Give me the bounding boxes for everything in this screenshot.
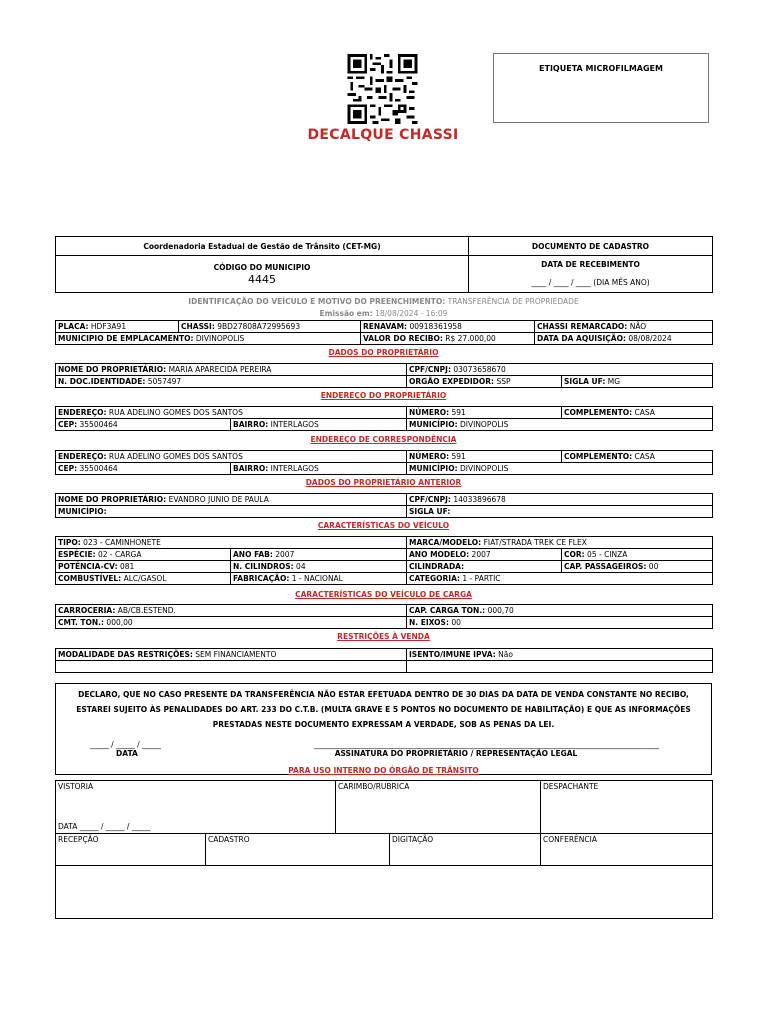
ant-uf-cell: SIGLA UF:	[407, 506, 713, 518]
conferencia-cell: CONFERÊNCIA	[541, 834, 713, 866]
complemento-cell: COMPLEMENTO: CASA	[562, 407, 713, 419]
ipva-cell: ISENTO/IMUNE IPVA: Não	[407, 649, 713, 661]
remarcado-cell: CHASSI REMARCADO: NÃO	[535, 321, 713, 333]
fabricacao-cell: FABRICAÇÃO: 1 - NACIONAL	[231, 573, 407, 585]
numero-cell: NÚMERO: 591	[407, 407, 562, 419]
data-aquisicao-cell: DATA DA AQUISIÇÃO: 08/08/2024	[535, 333, 713, 345]
interno-table	[55, 780, 713, 919]
marca-cell: MARCA/MODELO: FIAT/STRADA TREK CE FLEX	[407, 537, 713, 549]
passageiros-cell: CAP. PASSAGEIROS: 00	[562, 561, 713, 573]
placa-cell: PLACA: HDF3A91	[56, 321, 179, 333]
receb-label: DATA DE RECEBIMENTO	[541, 260, 640, 269]
ano-fab-cell: ANO FAB: 2007	[231, 549, 407, 561]
org-name: Coordenadoria Estadual de Gestão de Trânsito (CET-MG)	[56, 237, 469, 256]
ant-nome-cell: NOME DO PROPRIETÁRIO: EVANDRO JUNIO DE PAULA	[56, 494, 407, 506]
ant-cpf-cell: CPF/CNPJ: 14033896678	[407, 494, 713, 506]
restricoes-table	[55, 648, 713, 673]
interno-empty-cell	[56, 866, 713, 919]
doc-type: DOCUMENTO DE CADASTRO	[469, 237, 713, 256]
section-title-restricoes: RESTRIÇÕES À VENDA	[337, 632, 430, 641]
section-title-proprietario: DADOS DO PROPRIETÁRIO	[328, 348, 439, 357]
receb-cell	[469, 256, 713, 293]
doc-identidade-cell: N. DOC.IDENTIDADE: 5057497	[56, 376, 407, 388]
corr-municipio-cell: MUNICÍPIO: DIVINOPOLIS	[407, 463, 713, 475]
restricoes-empty-cell-2	[407, 661, 713, 673]
cilindrada-cell: CILINDRADA:	[407, 561, 562, 573]
signature-line: ____________________________________________________________________________________________	[314, 740, 659, 749]
potencia-cell: POTÊNCIA-CV: 081	[56, 561, 231, 573]
digitacao-cell: DIGITAÇÃO	[390, 834, 541, 866]
cpf-cell: CPF/CNPJ: 03073658670	[407, 364, 713, 376]
corr-numero-cell: NÚMERO: 591	[407, 451, 562, 463]
municipio-emplacamento-cell: MUNICIPIO DE EMPLACAMENTO: DIVINOPOLIS	[56, 333, 361, 345]
declaracao-box	[55, 683, 712, 775]
receb-value: ____ / ____ / ____ (DIA MÊS ANO)	[531, 278, 650, 287]
endereco-cell: ENDEREÇO: RUA ADELINO GOMES DOS SANTOS	[56, 407, 407, 419]
nome-proprietario-cell: NOME DO PROPRIETÁRIO: MARIA APARECIDA PEREIRA	[56, 364, 407, 376]
categoria-cell: CATEGORIA: 1 - PARTIC	[407, 573, 713, 585]
declaracao-text: DECLARO, QUE NO CASO PRESENTE DA TRANSFERÊNCIA NÃO ESTAR EFETUADA DENTRO DE 30 DIAS DA DATA DE VENDA CONSTANTE NO RECIBO, ESTAREI SUJEITO ÀS PENALIDADES DO ART. 233 DO C.T.B. (MULTA GRAVE E 5 PONTOS NO DOCUMENTO DE HABILITAÇÃO) E QUE AS INFORMAÇÕES PRESTADAS NESTE DOCUMENTO EXPRESSAM A VERDADE, SOB AS PENAS DA LEI.	[76, 690, 691, 729]
ant-municipio-cell: MUNICÍPIO:	[56, 506, 407, 518]
ident-block	[55, 296, 712, 320]
section-title-anterior: DADOS DO PROPRIETÁRIO ANTERIOR	[305, 478, 462, 487]
cep-cell: CEP: 35500464	[56, 419, 231, 431]
date-line: _____ / _____ / _____	[90, 740, 161, 749]
carroceria-cell: CARROCERIA: AB/CB.ESTEND.	[56, 605, 407, 617]
ano-modelo-cell: ANO MODELO: 2007	[407, 549, 562, 561]
endereco-table	[55, 406, 713, 431]
modalidade-cell: MODALIDADE DAS RESTRIÇÕES: SEM FINANCIAMENTO	[56, 649, 407, 661]
municipio-code-label: CÓDIGO DO MUNICIPIO	[213, 262, 311, 272]
qr-code	[346, 54, 419, 124]
despachante-cell: DESPACHANTE	[541, 781, 713, 834]
etiqueta-microfilmagem	[493, 53, 709, 123]
orgao-expedidor-cell: ORGÃO EXPEDIDOR: SSP	[407, 376, 562, 388]
bairro-cell: BAIRRO: INTERLAGOS	[231, 419, 407, 431]
cor-cell: COR: 05 - CINZA	[562, 549, 713, 561]
cmt-cell: CMT. TON.: 000,00	[56, 617, 407, 629]
section-title-endereco: ENDEREÇO DO PROPRIETÁRIO	[320, 391, 447, 400]
carimbo-cell: CARIMBO/RUBRICA	[336, 781, 541, 834]
carga-table	[55, 604, 713, 629]
corr-bairro-cell: BAIRRO: INTERLAGOS	[231, 463, 407, 475]
valor-recibo-cell: VALOR DO RECIBO: R$ 27.000,00	[361, 333, 535, 345]
veiculo-table	[55, 320, 713, 345]
section-title-carga: CARACTERÍSTICAS DO VEÍCULO DE CARGA	[295, 590, 472, 599]
recepcao-cell: RECEPÇÃO	[56, 834, 206, 866]
anterior-table	[55, 493, 713, 518]
correspondencia-table	[55, 450, 713, 475]
emissao-label: Emissão em:	[319, 309, 373, 318]
combustivel-cell: COMBUSTÍVEL: ALC/GASOL	[56, 573, 231, 585]
header-table	[55, 236, 713, 293]
restricoes-empty-cell	[56, 661, 407, 673]
section-title-correspondencia: ENDEREÇO DE CORRESPONDÊNCIA	[310, 435, 457, 444]
emissao-value: 18/08/2024 - 16:09	[375, 309, 448, 318]
vistoria-cell	[56, 781, 336, 834]
vistoria-label: VISTORIA	[58, 782, 94, 791]
eixos-cell: N. EIXOS: 00	[407, 617, 713, 629]
ident-label: IDENTIFICAÇÃO DO VEÍCULO E MOTIVO DO PREENCHIMENTO:	[188, 297, 446, 306]
signature-label: ASSINATURA DO PROPRIETÁRIO / REPRESENTAÇÃO LEGAL	[334, 749, 578, 758]
renavam-cell: RENAVAM: 00918361958	[361, 321, 535, 333]
proprietario-table	[55, 363, 713, 388]
page-title: DECALQUE CHASSI	[307, 127, 459, 143]
municipio-code-cell	[56, 256, 469, 293]
corr-complemento-cell: COMPLEMENTO: CASA	[562, 451, 713, 463]
vistoria-date: DATA _____ / _____ / _____	[58, 822, 151, 831]
cilindros-cell: N. CILINDROS: 04	[231, 561, 407, 573]
municipio-cell: MUNICÍPIO: DIVINOPOLIS	[407, 419, 713, 431]
caracteristicas-table	[55, 536, 713, 585]
municipio-code-value: 4445	[248, 272, 276, 286]
especie-cell: ESPÉCIE: 02 - CARGA	[56, 549, 231, 561]
corr-endereco-cell: ENDEREÇO: RUA ADELINO GOMES DOS SANTOS	[56, 451, 407, 463]
date-label: DATA	[116, 749, 138, 758]
section-title-caracteristicas: CARACTERÍSTICAS DO VEÍCULO	[317, 521, 450, 530]
chassi-cell: CHASSI: 9BD27808A72995693	[179, 321, 361, 333]
ident-value: TRANSFERÊNCIA DE PROPRIEDADE	[447, 297, 579, 306]
sigla-uf-cell: SIGLA UF: MG	[562, 376, 713, 388]
corr-cep-cell: CEP: 35500464	[56, 463, 231, 475]
section-title-interno: PARA USO INTERNO DO ÓRGÃO DE TRÂNSITO	[288, 766, 479, 775]
etiqueta-label: ETIQUETA MICROFILMAGEM	[539, 64, 663, 73]
cadastro-cell: CADASTRO	[206, 834, 390, 866]
cap-carga-cell: CAP. CARGA TON.: 000,70	[407, 605, 713, 617]
tipo-cell: TIPO: 023 - CAMINHONETE	[56, 537, 407, 549]
